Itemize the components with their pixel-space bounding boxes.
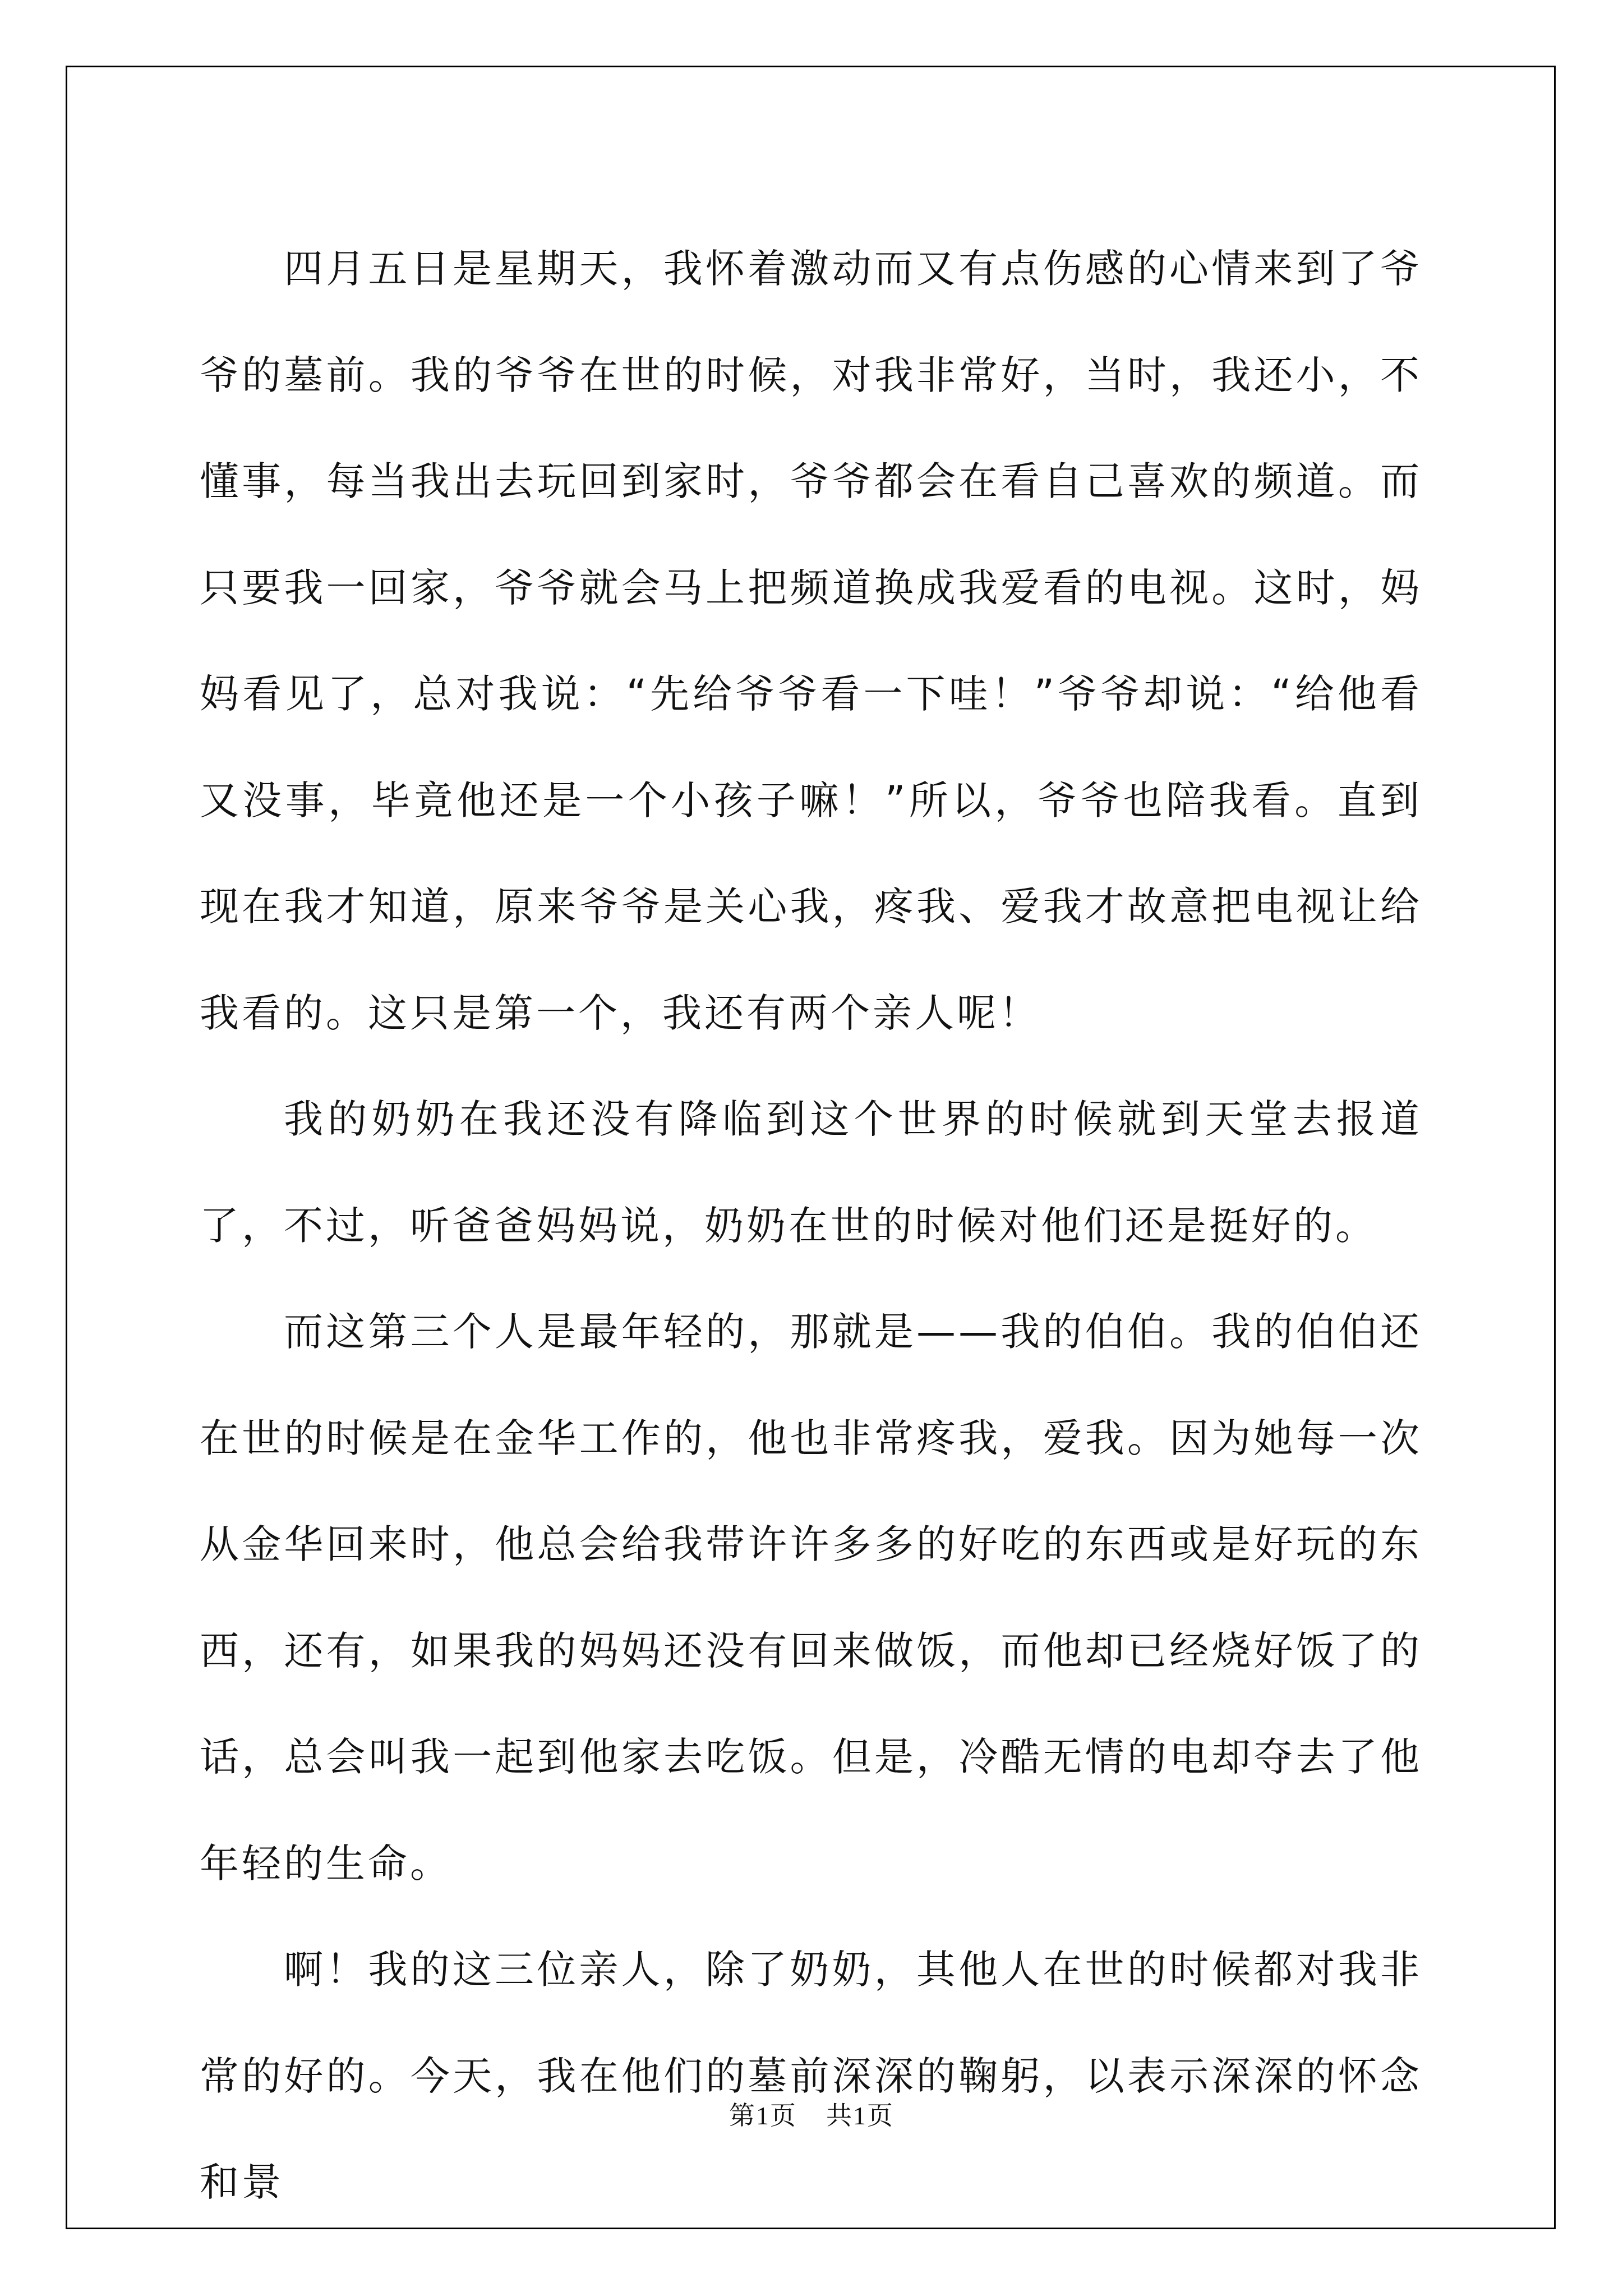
paragraph-4: 啊！我的这三位亲人，除了奶奶，其他人在世的时候都对我非常的好的。今天，我在他们的墓前深深的鞠躬，以表示深深的怀念和景: [200, 1947, 1422, 2205]
document-body: [200, 216, 1422, 2236]
paragraph-2: 我的奶奶在我还没有降临到这个世界的时候就到天堂去报道了，不过，听爸爸妈妈说，奶奶在世的时候对他们还是挺好的。: [200, 1096, 1422, 1249]
page-number: 第1页: [729, 2101, 797, 2130]
page-total: 共1页: [826, 2101, 894, 2130]
page-footer: [0, 2099, 1623, 2133]
paragraph-1: 四月五日是星期天，我怀着激动而又有点伤感的心情来到了爷爷的墓前。我的爷爷在世的时候，对我非常好，当时，我还小，不懂事，每当我出去玩回到家时，爷爷都会在看自己喜欢的频道。而只要我一回家，爷爷就会马上把频道换成我爱看的电视。这时，妈妈看见了，总对我说：“先给爷爷看一下哇！”爷爷却说：“给他看又没事，毕竟他还是一个小孩子嘛！”所以，爷爷也陪我看。直到现在我才知道，原来爷爷是关心我，疼我、爱我才故意把电视让给我看的。这只是第一个，我还有两个亲人呢！: [200, 246, 1422, 1036]
paragraph-3: 而这第三个人是最年轻的，那就是——我的伯伯。我的伯伯还在世的时候是在金华工作的，他也非常疼我，爱我。因为她每一次从金华回来时，他总会给我带许许多多的好吃的东西或是好玩的东西，还有，如果我的妈妈还没有回来做饭，而他却已经烧好饭了的话，总会叫我一起到他家去吃饭。但是，冷酷无情的电却夺去了他年轻的生命。: [200, 1309, 1422, 1887]
